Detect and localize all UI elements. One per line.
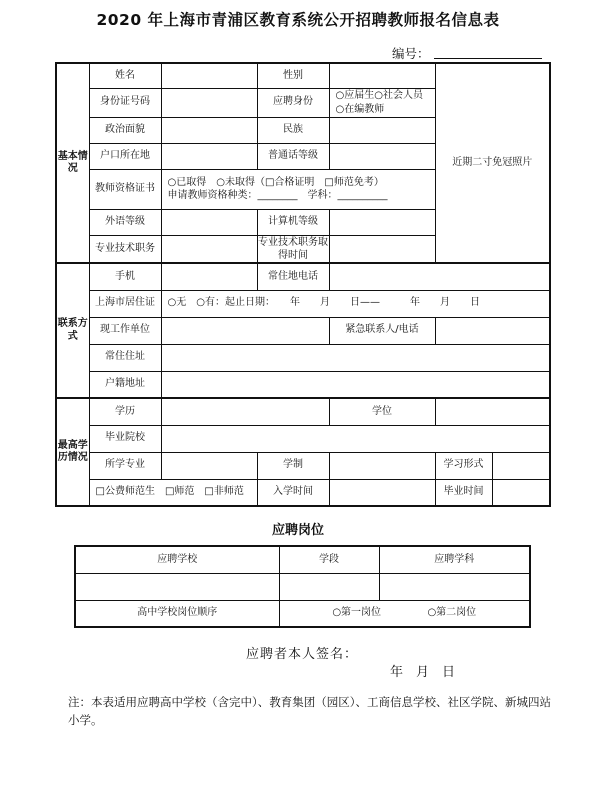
normal-student-options[interactable]: □公费师范生 □师范 □非师范 — [89, 479, 257, 506]
signature-label: 应聘者本人签名： — [246, 647, 359, 662]
graduate-time-label: 毕业时间 — [435, 479, 492, 506]
professional-title-time-field[interactable] — [329, 235, 435, 263]
emergency-contact-label: 紧急联系人/电话 — [329, 317, 435, 344]
mobile-field[interactable] — [161, 263, 257, 290]
residence-permit-options[interactable]: ○无 ○有：起止日期： 年 月 日—— 年 月 日 — [161, 290, 550, 317]
teacher-cert-label: 教师资格证书 — [89, 169, 161, 209]
teacher-cert-options[interactable] — [161, 169, 435, 209]
program-length-field[interactable] — [329, 452, 435, 479]
photo-box[interactable]: 近期二寸免冠照片 — [435, 63, 550, 263]
mobile-label: 手机 — [89, 263, 161, 290]
political-field[interactable] — [161, 117, 257, 143]
section-contact: 联系方式 — [56, 263, 89, 398]
political-label: 政治面貌 — [89, 117, 161, 143]
post-order-label: 高中学校岗位顺序 — [75, 600, 279, 627]
graduate-time-field[interactable] — [492, 479, 550, 506]
professional-title-time-label: 专业技术职务取得时间 — [258, 236, 328, 261]
enroll-time-label: 入学时间 — [257, 479, 329, 506]
professional-title-field[interactable] — [161, 235, 257, 263]
address-label: 常住住址 — [89, 344, 161, 371]
name-label: 姓名 — [89, 63, 161, 88]
post-stage-field[interactable] — [279, 573, 379, 600]
id-number-label: 身份证号码 — [89, 88, 161, 117]
ethnicity-field[interactable] — [329, 117, 435, 143]
emergency-contact-field[interactable] — [435, 317, 550, 344]
post-school-field[interactable] — [75, 573, 279, 600]
post-table — [74, 545, 531, 628]
id-number-field[interactable] — [161, 88, 257, 117]
major-field[interactable] — [161, 452, 257, 479]
applicant-info-table — [55, 62, 551, 507]
post-subject-field[interactable] — [379, 573, 530, 600]
second-post-option[interactable]: ○第二岗位 — [427, 607, 477, 618]
post-subject-label: 应聘学科 — [379, 546, 530, 573]
mandarin-label: 普通话等级 — [257, 143, 329, 169]
section-basic: 基本情况 — [56, 63, 89, 263]
school-field[interactable] — [161, 425, 550, 452]
first-post-option[interactable]: ○第一岗位 — [332, 607, 382, 618]
address-field[interactable] — [161, 344, 550, 371]
name-field[interactable] — [161, 63, 257, 88]
mandarin-field[interactable] — [329, 143, 435, 169]
home-phone-label: 常住地电话 — [257, 263, 329, 290]
computer-level-field[interactable] — [329, 209, 435, 235]
foreign-language-field[interactable] — [161, 209, 257, 235]
hukou-address-label: 户籍地址 — [89, 371, 161, 398]
major-label: 所学专业 — [89, 452, 161, 479]
study-mode-field[interactable] — [492, 452, 550, 479]
post-stage-label: 学段 — [279, 546, 379, 573]
hukou-field[interactable] — [161, 143, 257, 169]
signature-date: 年 月 日 — [390, 665, 456, 680]
ethnicity-label: 民族 — [257, 117, 329, 143]
home-phone-field[interactable] — [329, 263, 550, 290]
status-option-line[interactable]: ○在编教师 — [335, 103, 385, 115]
form-title: 2020 年上海市青浦区教育系统公开招聘教师报名信息表 — [96, 11, 500, 29]
enroll-time-field[interactable] — [329, 479, 435, 506]
applicant-status-options[interactable] — [329, 88, 435, 117]
applicant-status-label: 应聘身份 — [257, 88, 329, 117]
degree-level-field[interactable] — [161, 398, 329, 425]
post-school-label: 应聘学校 — [75, 546, 279, 573]
status-option-line[interactable]: ○应届生○社会人员 — [335, 90, 423, 101]
residence-permit-label: 上海市居住证 — [89, 290, 161, 317]
program-length-label: 学制 — [257, 452, 329, 479]
cert-type-line[interactable]: 申请教师资格种类：________ 学科：__________ — [167, 190, 388, 201]
school-label: 毕业院校 — [89, 425, 161, 452]
serial-number-field[interactable] — [434, 58, 542, 59]
gender-field[interactable] — [329, 63, 435, 88]
cert-options-line[interactable]: ○已取得 ○未取得（□合格证明 □师范免考） — [167, 176, 384, 188]
professional-title-label: 专业技术职务 — [89, 235, 161, 263]
study-mode-label: 学习形式 — [435, 452, 492, 479]
serial-number-label: 编号： — [392, 46, 430, 61]
post-order-options[interactable] — [279, 600, 530, 627]
hukou-address-field[interactable] — [161, 371, 550, 398]
workplace-field[interactable] — [161, 317, 329, 344]
post-section-title: 应聘岗位 — [271, 523, 324, 538]
workplace-label: 现工作单位 — [89, 317, 161, 344]
hukou-label: 户口所在地 — [89, 143, 161, 169]
footnote: 注：本表适用应聘高中学校（含完中）、教育集团（园区）、工商信息学校、社区学院、新城四站小学。 — [68, 695, 551, 728]
degree-field[interactable] — [435, 398, 550, 425]
gender-label: 性别 — [257, 63, 329, 88]
computer-level-label: 计算机等级 — [257, 209, 329, 235]
foreign-language-label: 外语等级 — [89, 209, 161, 235]
degree-level-label: 学历 — [89, 398, 161, 425]
section-education: 最高学历情况 — [56, 398, 89, 506]
degree-label: 学位 — [329, 398, 435, 425]
